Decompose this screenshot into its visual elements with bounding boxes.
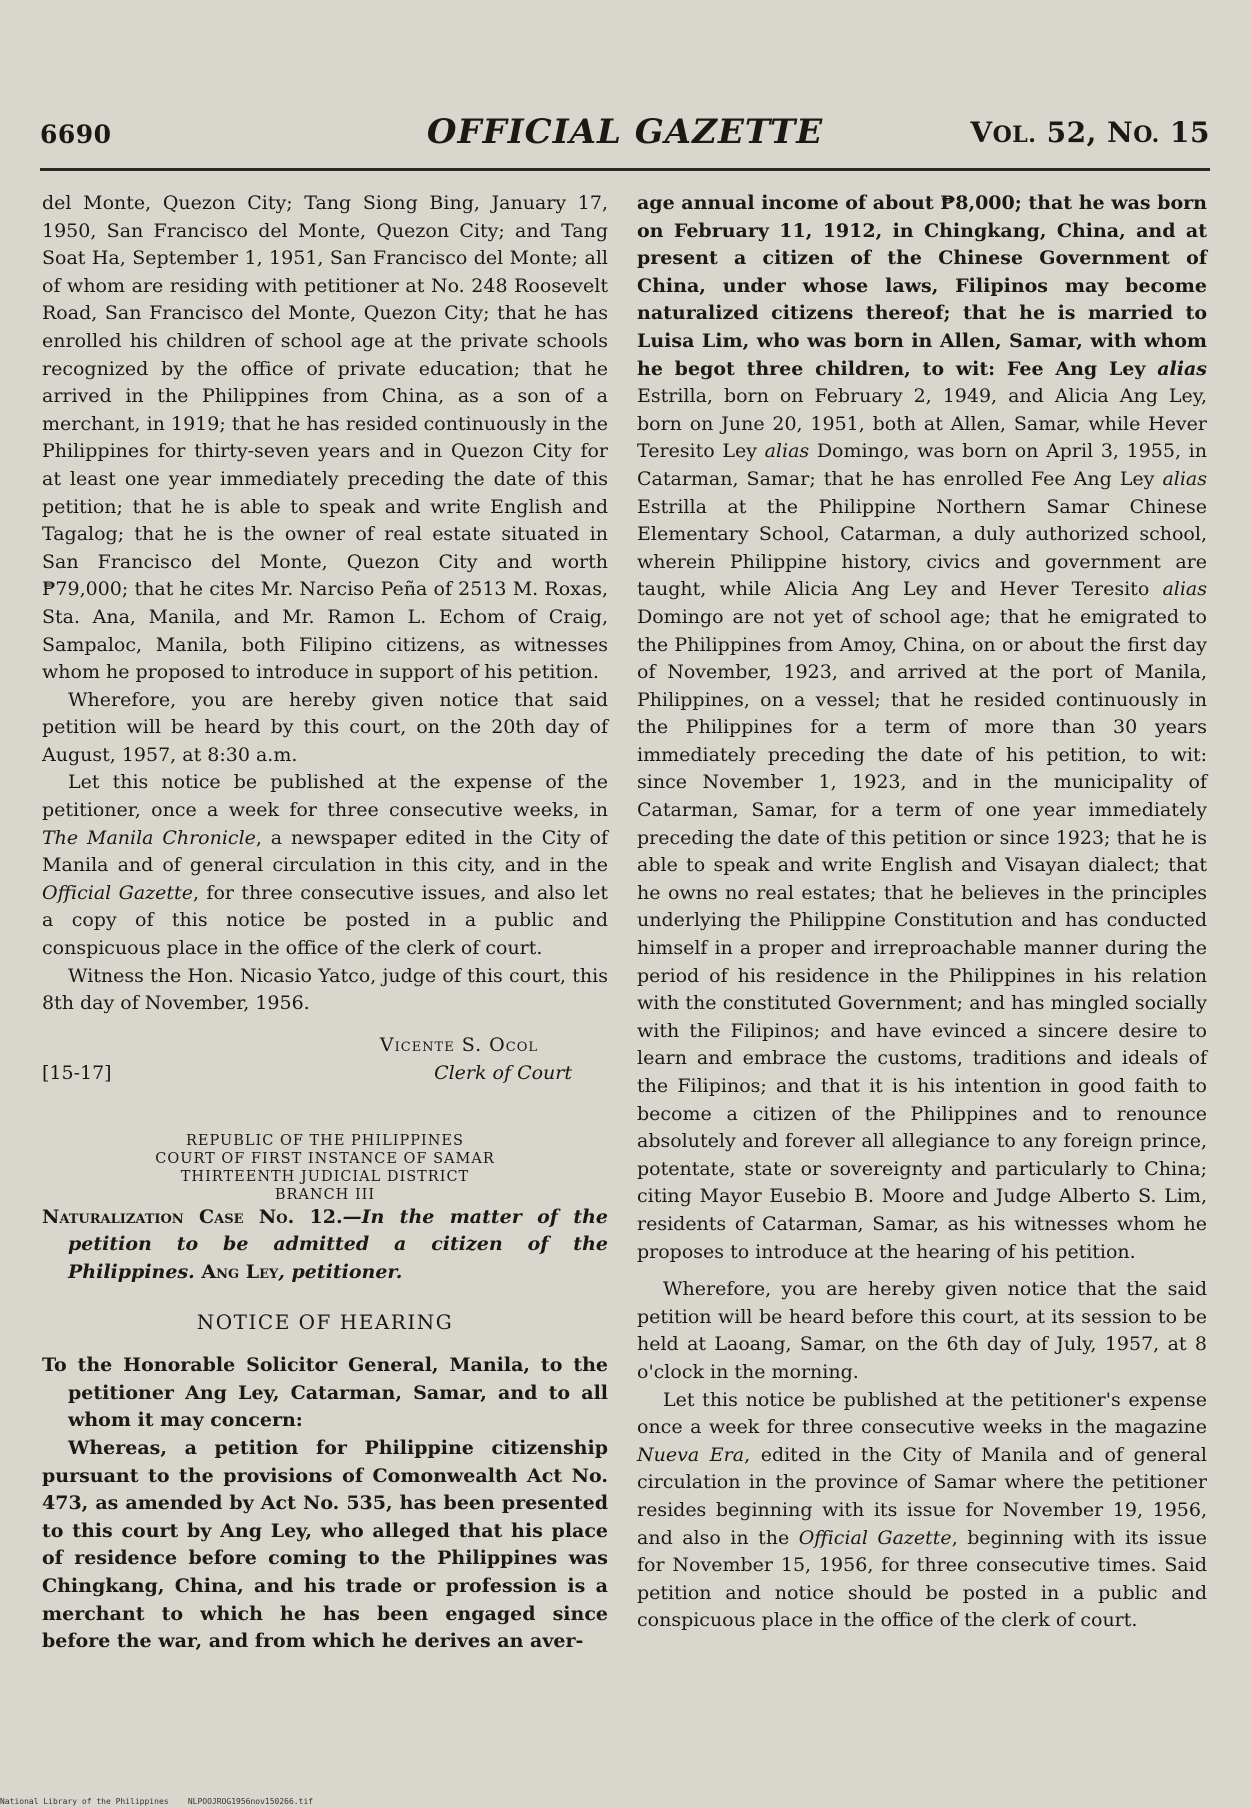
witness-paragraph: Witness the Hon. Nicasio Yatco, judge of this court, this 8th day of November, 1956. (42, 964, 608, 1015)
signer-name: Vicente S. Ocol (379, 1033, 538, 1056)
continued-paragraph: del Monte, Quezon City; Tang Siong Bing, January 17, 1950, San Francisco del Monte, Quezon City; and Tang Soat Ha, September 1, 1951, San Francisco del Monte; all of whom are residing with petitioner at No. 248 Roosevelt Road, San Francisco del Monte, Quezon City; that he has enrolled his children of school age at the private schools recognized by the office of private education; that he arrived in the Philippines from China, as a son of a merchant, in 1919; that he has resided continuously in the Philippines for thirty-seven years and in Quezon City for at least one year immediately preceding the date of this petition; that he is able to speak and write English and Tagalog; that he is the owner of real estate situated in San Francisco del Monte, Quezon City and worth ₱79,000; that he cites Mr. Narciso Peña of 2513 M. Roxas, Sta. Ana, Manila, and Mr. Ramon L. Echom of Craig, Sampaloc, Manila, both Filipino citizens, as witnesses whom he proposed to introduce in support of his petition. (42, 192, 608, 684)
signature-block (42, 1032, 608, 1092)
right-column (637, 190, 1207, 1635)
case-title: Naturalization Case No. 12.—In the matter of the petition to be admitted a citizen of the Philippines. Ang Ley, petitioner. (42, 1205, 609, 1283)
notice-heading: NOTICE OF HEARING (196, 1309, 454, 1334)
issue-reference: [15-17] (42, 1061, 112, 1084)
publication-paragraph: Let this notice be published at the expense of the petitioner, once a week for three consecutive weeks, in The Manila Chronicle, a newspaper edited in the City of Manila and of general circulation in this city, and in the Official Gazette, for three consecutive issues, and also let a copy of this notice be posted in a public and conspicuous place in the office of the clerk of court. (42, 771, 609, 960)
header-rule (40, 168, 1210, 171)
signer-title: Clerk of Court (434, 1061, 572, 1084)
petition-details-paragraph: age annual income of about ₱8,000; that he was born on February 11, 1912, in Chingkang, China, and at present a citizen of the Chinese Government of China, under whose laws, Filipinos may become naturalized citizens thereof; that he is married to Luisa Lim, who was born in Allen, Samar, with whom he begot three children, to wit: Fee Ang Ley alias Estrilla, born on February 2, 1949, and Alicia Ang Ley, born on June 20, 1951, both at Allen, Samar, while Hever Teresito Ley alias Domingo, was born on April 3, 1955, in Catarman, Samar; that he has enrolled Fee Ang Ley alias Estrilla at the Philippine Northern Samar Chinese Elementary School, Catarman, a duly authorized school, wherein Philippine history, civics and government are taught, while Alicia Ang Ley and Hever Teresito alias Domingo are not yet of school age; that he emigrated to the Philippines from Amoy, China, on or about the first day of November, 1923, and arrived at the port of Manila, Philippines, on a vessel; that he resided continuously in the Philippines for a term of more than 30 years immediately preceding the date of his petition, to wit: since November 1, 1923, and in the municipality of Catarman, Samar, for a term of one year immediately preceding the date of this petition or since 1923; that he is able to speak and write English and Visayan dialect; that he owns no real estates; that he believes in the principles underlying the Philippine Constitution and has conducted himself in a proper and irreproachable manner during the period of his residence in the Philippines in his relation with the constituted Government; and has mingled socially with the Filipinos; and have evinced a sincere desire to learn and embrace the customs, traditions and ideals of the Filipinos; and that it is his intention in good faith to become a citizen of the Philippines and to renounce absolutely and forever all allegiance to any foreign prince, potentate, state or sovereignty and particularly to China; citing Mayor Eusebio B. Moore and Judge Alberto S. Lim, residents of Catarman, Samar, as his witnesses whom he proposes to introduce at the hearing of his petition. (637, 192, 1207, 1263)
publication-title: OFFICIAL GAZETTE (426, 112, 824, 152)
wherefore-paragraph: Wherefore, you are hereby given notice that the said petition will be heard before this court, at its session to be held at Laoang, Samar, on the 6th day of July, 1957, at 8 o'clock in the morning. (637, 1278, 1207, 1383)
volume-issue: VOL. 52, NO. 15 (970, 116, 1210, 149)
page-number: 6690 (40, 120, 112, 149)
scan-footer: National Library of the Philippines NLPOOJROG1956nov150266.tif (0, 1797, 314, 1806)
court-heading: REPUBLIC OF THE PHILIPPINES COURT OF FIRST INSTANCE OF SAMAR THIRTEENTH JUDICIAL DISTRICT BRANCH III (155, 1132, 495, 1203)
left-column (42, 190, 608, 1656)
wherefore-paragraph: Wherefore, you are hereby given notice that said petition will be heard by this court, on the 20th day of August, 1957, at 8:30 a.m. (42, 688, 608, 766)
whereas-paragraph: Whereas, a petition for Philippine citizenship pursuant to the provisions of Comonwealth Act No. 473, as amended by Act No. 535, has been presented to this court by Ang Ley, who alleged that his place of residence before coming to the Philippines was Chingkang, China, and his trade or profession is a merchant to which he has been engaged since before the war, and from which he derives an aver- (42, 1436, 608, 1653)
page-header (40, 108, 1210, 158)
salutation: To the Honorable Solicitor General, Manila, to the petitioner Ang Ley, Catarman, Samar, and to all whom it may concern: (42, 1354, 608, 1432)
publication-paragraph: Let this notice be published at the petitioner's expense once a week for three consecutive weeks in the magazine Nueva Era, edited in the City of Manila and of general circulation in the province of Samar where the petitioner resides beginning with its issue for November 19, 1956, and also in the Official Gazette, beginning with its issue for November 15, 1956, for three consecutive times. Said petition and notice should be posted in a public and conspicuous place in the office of the clerk of court. (637, 1388, 1207, 1632)
